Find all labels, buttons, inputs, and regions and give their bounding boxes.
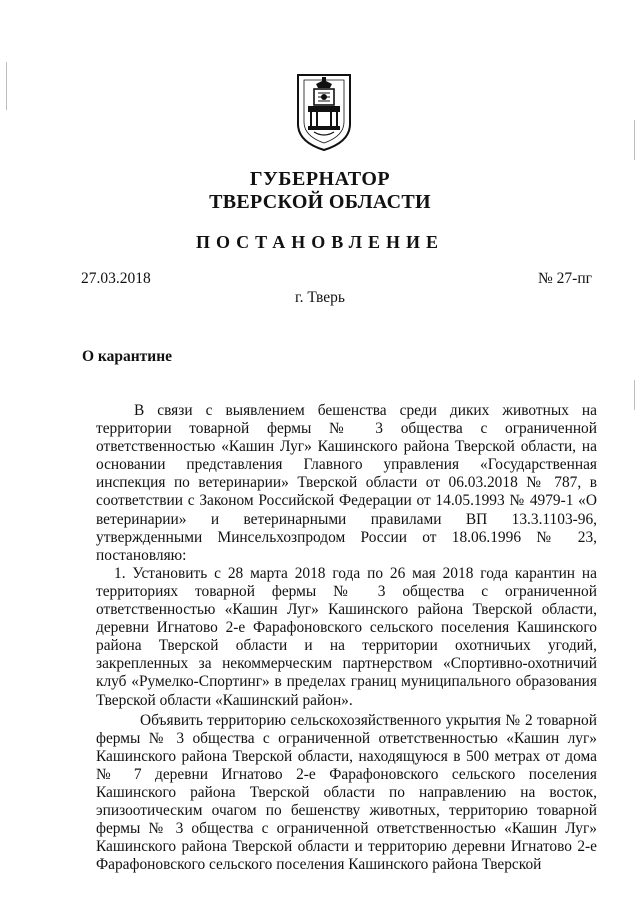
issuer-region: ТВЕРСКОЙ ОБЛАСТИ — [209, 191, 431, 213]
body-paragraph: 1. Установить с 28 марта 2018 года по 26 мая 2018 года карантин на территориях товарной фермы № 3 общества с ограниченной ответственностью «Кашин Луг» Кашинского района Тверской области, деревни Игнатово 2-е Фарафоновского сельского поселения Кашинского района Тверской области и на территории охотничьих угодий, закрепленных за некоммерческим партнерством «Спортивно-охотничий клуб «Румелко-Спортинг» в пределах границ муниципального образования Тверской области «Кашинский район». — [96, 564, 597, 709]
document-body — [96, 402, 597, 874]
document-city: г. Тверь — [295, 289, 345, 306]
scan-edge-mark — [6, 62, 7, 110]
issuer-title: ГУБЕРНАТОР — [249, 168, 391, 190]
document-type: ПОСТАНОВЛЕНИЕ — [195, 232, 445, 252]
scan-edge-mark — [634, 380, 635, 410]
scan-edge-mark — [634, 120, 635, 160]
document-number: № 27-пг — [538, 270, 592, 287]
document-subject: О карантине — [82, 348, 173, 365]
body-paragraph: Объявить территорию сельскохозяйственного укрытия № 2 товарной фермы № 3 общества с ограниченной ответственностью «Кашин луг» Кашинского района Тверской области, находящуюся в 500 метрах от дома № 7 деревни Игнатово 2-е Фарафоновского сельского поселения Кашинского района Тверской области по направлению на восток, эпизоотическим очагом по бешенству животных, территорию товарной фермы № 3 общества с ограниченной ответственностью «Кашин Луг» Кашинского района Тверской области и территорию деревни Игнатово 2-е Фарафоновского сельского поселения Кашинского района Тверской — [96, 711, 597, 874]
document-date: 27.03.2018 — [81, 270, 151, 287]
body-paragraph: В связи с выявлением бешенства среди диких животных на территории товарной фермы № 3 общества с ограниченной ответственностью «Кашин Луг» Кашинского района Тверской области, на основании представления Главного управления «Государственная инспекция по ветеринарии» Тверской области от 06.03.2018 № 787, в соответствии с Законом Российской Федерации от 14.05.1993 № 4979-1 «О ветеринарии» и ветеринарными правилами ВП 13.3.1103-96, утвержденными Минсельхозпродом России от 18.06.1996 № 23, постановляю: — [96, 402, 597, 564]
tver-coat-of-arms-icon — [294, 72, 354, 152]
